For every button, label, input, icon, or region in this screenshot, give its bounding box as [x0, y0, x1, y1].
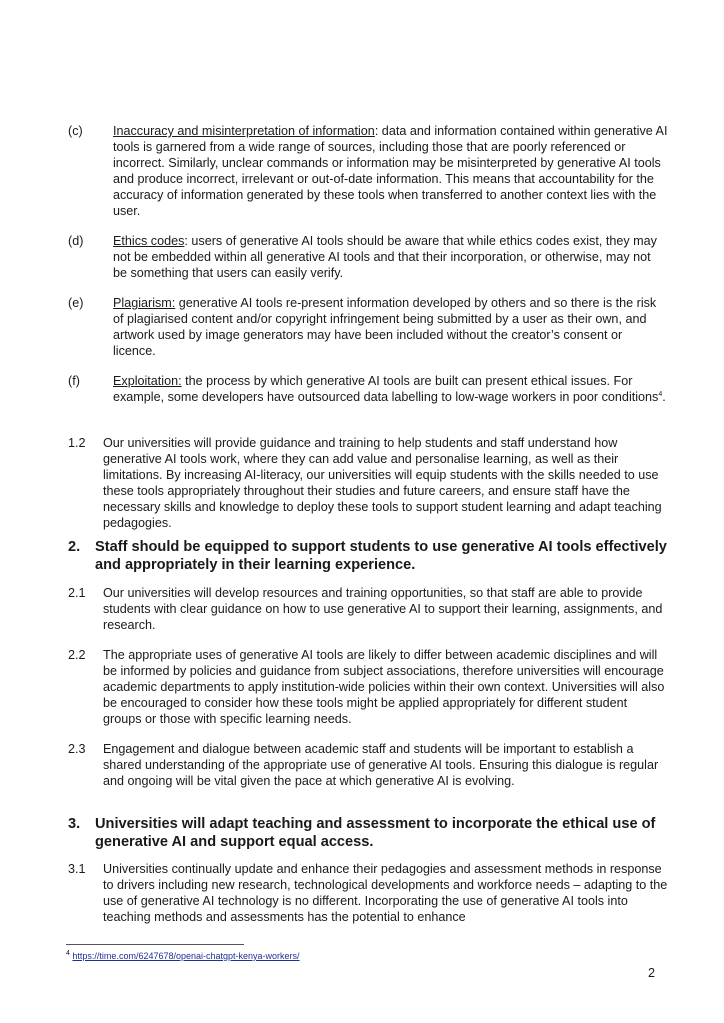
- list-item-f: [68, 374, 668, 406]
- item-body: [113, 234, 668, 282]
- paragraph-3-1: [68, 862, 668, 926]
- item-text: users of generative AI tools should be aware that while ethics codes exist, they may not be embedded within all generative AI tools and that their incorporation, or otherwise, may not be something that users can easily verify.: [113, 234, 657, 280]
- section-title: Staff should be equipped to support students to use generative AI tools effectively and appropriately in their learning experience.: [95, 539, 667, 573]
- item-label: (f): [68, 374, 80, 388]
- paragraph-text: Universities continually update and enhance their pedagogies and assessment methods in response to drivers including new research, technological developments and workforce needs – adapting to the use of generative AI technology is no different. Incorporating the use of generative AI tools into teaching methods and assessments has the potential to enhance: [103, 862, 668, 924]
- footnote-link[interactable]: https://time.com/6247678/openai-chatgpt-kenya-workers/: [72, 951, 300, 961]
- page-number: 2: [648, 966, 656, 980]
- list-item-e: [68, 296, 668, 360]
- list-item-c: [68, 124, 668, 219]
- item-end: .: [662, 389, 666, 404]
- paragraph-2-2: [68, 648, 668, 728]
- item-text: the process by which generative AI tools are built can present ethical issues. For example, some developers have outsourced data labelling to low-wage workers in poor conditions: [113, 374, 659, 404]
- term-separator: :: [374, 124, 379, 138]
- footnote-reference[interactable]: 4: [658, 390, 663, 398]
- item-label: (c): [68, 124, 83, 138]
- section-number: 3.: [68, 816, 81, 832]
- footnote: [66, 951, 300, 962]
- paragraph-number: 2.1: [68, 586, 86, 600]
- paragraph-number: 1.2: [68, 436, 86, 450]
- paragraph-text: Our universities will develop resources and training opportunities, so that staff are able to provide students with clear guidance on how to use generative AI to support their learning, assignments, and research.: [103, 586, 663, 632]
- paragraph-number: 2.3: [68, 742, 86, 756]
- paragraph-1-2: [68, 436, 668, 531]
- paragraph-2-3: [68, 742, 668, 790]
- section-number: 2.: [68, 539, 81, 555]
- item-body: [113, 374, 668, 406]
- term-separator: :: [184, 234, 188, 248]
- item-label: (d): [68, 234, 84, 248]
- footnote-separator: [66, 944, 244, 945]
- section-heading-2: [68, 538, 668, 574]
- paragraph-number: 3.1: [68, 862, 86, 876]
- item-body: [113, 124, 668, 219]
- paragraph-text: Engagement and dialogue between academic staff and students will be important to establish a shared understanding of the appropriate use of generative AI tools. Ensuring this dialogue is regular and ongoing will be vital given the pace at which generative AI is evolving.: [103, 742, 659, 788]
- paragraph-text: The appropriate uses of generative AI tools are likely to differ between academic disciplines and will be informed by policies and guidance from subject associations, therefore universities will encourage academic departments to apply institution-wide policies within their own context. Universities will also be encouraged to consider how these tools might be applied appropriately for different student groups or those with specific learning needs.: [103, 648, 665, 726]
- item-term: Exploitation:: [113, 374, 182, 388]
- paragraph-2-1: [68, 586, 668, 634]
- item-term: Inaccuracy and misinterpretation of information: [113, 124, 375, 138]
- section-title: Universities will adapt teaching and assessment to incorporate the ethical use of generative AI and support equal access.: [95, 816, 656, 850]
- item-label: (e): [68, 296, 84, 310]
- list-item-d: [68, 234, 668, 282]
- item-term: Plagiarism:: [113, 296, 176, 310]
- section-heading-3: [68, 815, 668, 851]
- paragraph-number: 2.2: [68, 648, 86, 662]
- item-term: Ethics codes: [113, 234, 185, 248]
- item-text: data and information contained within generative AI tools is garnered from a wide range of sources, including those that are poorly referenced or incorrect. Similarly, unclear commands or information may be misinterpreted by generative AI tools and produce incorrect, irrelevant or out-of-date information. This means that accountability for the accuracy of information generated by these tools when transferred to another context lies with the user.: [113, 124, 668, 218]
- paragraph-text: Our universities will provide guidance and training to help students and staff understand how generative AI tools work, where they can add value and personalise learning, as well as their limitations. By increasing AI-literacy, our universities will equip students with the skills needed to use these tools appropriately throughout their studies and future careers, and ensure staff have the necessary skills and knowledge to deploy these tools to support student learning and adapt teaching pedagogies.: [103, 436, 662, 530]
- item-text: generative AI tools re-present information developed by others and so there is the risk of plagiarised content and/or copyright infringement being submitted by a user as their own, and artwork used by image generators may have been included without the creator’s consent or licence.: [113, 296, 657, 358]
- footnote-number: 4: [66, 950, 70, 957]
- item-body: [113, 296, 668, 360]
